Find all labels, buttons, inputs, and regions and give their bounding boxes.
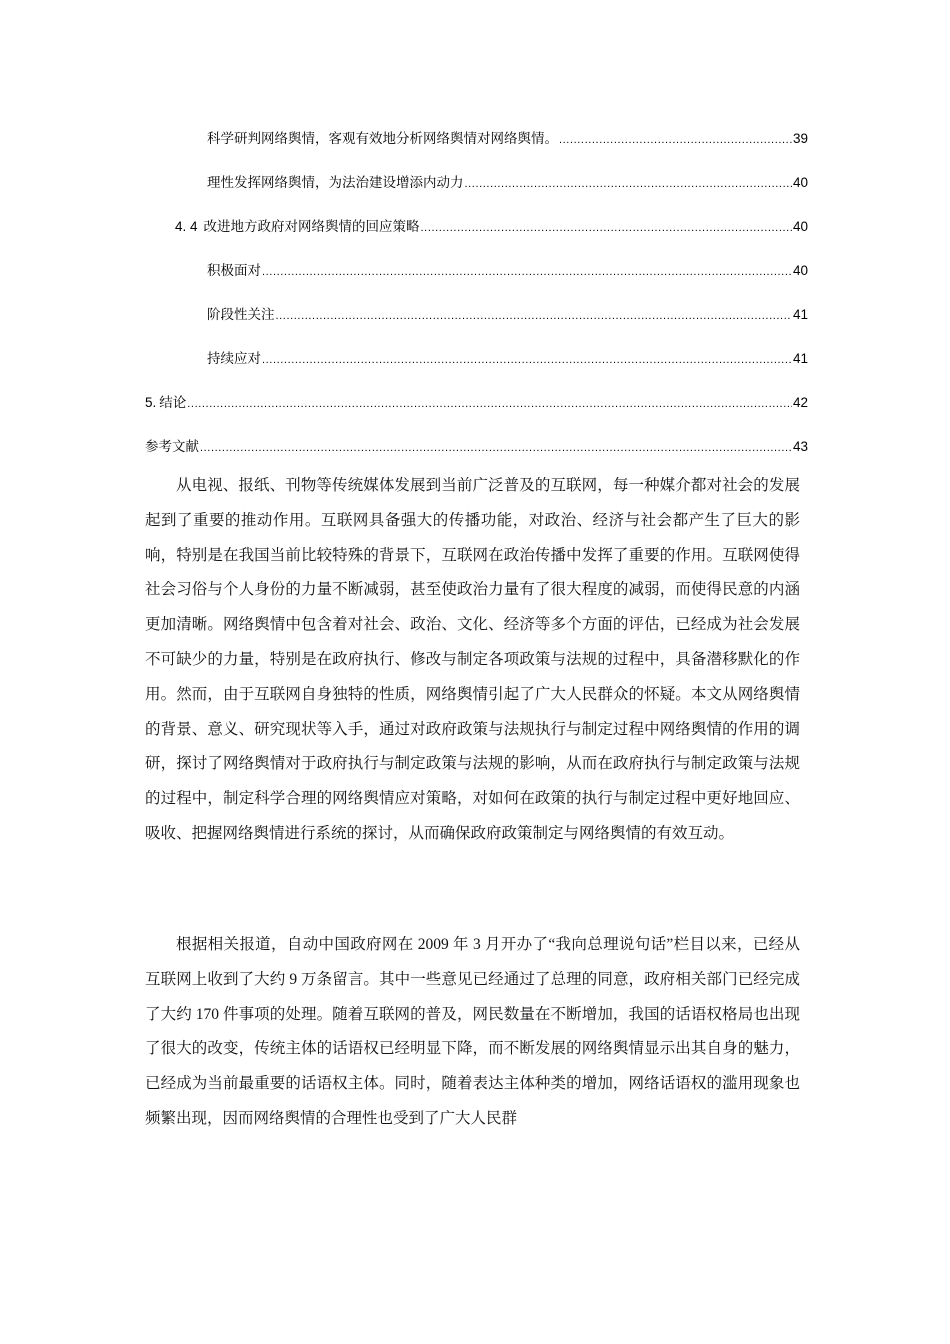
toc-dot-leader: [421, 218, 792, 236]
toc-entry[interactable]: [207, 126, 808, 148]
toc-entry[interactable]: [145, 390, 808, 412]
toc-dot-leader: [187, 394, 792, 412]
toc-entry-title: 积极面对: [207, 263, 261, 278]
toc-dot-leader: [200, 438, 792, 456]
toc-entry-page: 40: [792, 263, 808, 278]
toc-entry-page: 41: [792, 307, 808, 322]
toc-dot-leader: [465, 174, 792, 192]
toc-entry[interactable]: [145, 434, 808, 456]
toc-entry-page: 42: [792, 395, 808, 410]
toc-entry-page: 43: [792, 439, 808, 454]
toc-dot-leader: [262, 350, 792, 368]
toc-dot-leader: [262, 262, 792, 280]
toc-entry-title: 结论: [159, 395, 187, 410]
toc-dot-leader: [276, 306, 792, 324]
toc-entry[interactable]: [207, 302, 808, 324]
toc-entry[interactable]: [175, 214, 808, 236]
toc-entry[interactable]: [207, 170, 808, 192]
toc-dot-leader: [559, 130, 792, 148]
toc-entry-title: 改进地方政府对网络舆情的回应策略: [203, 219, 420, 234]
toc-entry-title: 参考文献: [145, 439, 199, 454]
toc-entry-page: 41: [792, 351, 808, 366]
toc-entry-number: 5.: [145, 395, 157, 410]
toc-entry[interactable]: [207, 258, 808, 280]
toc-entry-title: 阶段性关注: [207, 307, 275, 322]
toc-entry-title: 持续应对: [207, 351, 261, 366]
toc-entry-title: 理性发挥网络舆情，为法治建设增添内动力: [207, 175, 464, 190]
toc-entry-number: 4. 4: [175, 219, 198, 234]
toc-entry-page: 39: [792, 131, 808, 146]
body-paragraph: 从电视、报纸、刊物等传统媒体发展到当前广泛普及的互联网，每一种媒介都对社会的发展起到了重要的推动作用。互联网具备强大的传播功能，对政治、经济与社会都产生了巨大的影响，特别是在我国当前比较特殊的背景下，互联网在政治传播中发挥了重要的作用。互联网使得社会习俗与个人身份的力量不断减弱，甚至使政治力量有了很大程度的减弱，而使得民意的内涵更加清晰。网络舆情中包含着对社会、政治、文化、经济等多个方面的评估，已经成为社会发展不可缺少的力量，特别是在政府执行、修改与制定各项政策与法规的过程中，具备潜移默化的作用。然而，由于互联网自身独特的性质，网络舆情引起了广大人民群众的怀疑。本文从网络舆情的背景、意义、研究现状等入手，通过对政府政策与法规执行与制定过程中网络舆情的作用的调研，探讨了网络舆情对于政府执行与制定政策与法规的影响，从而在政府执行与制定政策与法规的过程中，制定科学合理的网络舆情应对策略，对如何在政策的执行与制定过程中更好地回应、吸收、把握网络舆情进行系统的探讨，从而确保政府政策制定与网络舆情的有效互动。: [145, 477, 800, 842]
toc-entry-page: 40: [792, 219, 808, 234]
toc-entry-page: 40: [792, 175, 808, 190]
toc-entry-title: 科学研判网络舆情，客观有效地分析网络舆情对网络舆情。: [207, 131, 558, 146]
body-paragraph: 根据相关报道，自动中国政府网在 2009 年 3 月开办了“我向总理说句话”栏目以来，已经从互联网上收到了大约 9 万条留言。其中一些意见已经通过了总理的同意，政府相关部门已经完成了大约 170 件事项的处理。随着互联网的普及，网民数量在不断增加，我国的话语权格局也出现了很大的改变，传统主体的话语权已经明显下降，而不断发展的网络舆情显示出其自身的魅力，已经成为当前最重要的话语权主体。同时，随着表达主体种类的增加，网络话语权的滥用现象也频繁出现，因而网络舆情的合理性也受到了广大人民群: [145, 936, 800, 1127]
toc-entry[interactable]: [207, 346, 808, 368]
